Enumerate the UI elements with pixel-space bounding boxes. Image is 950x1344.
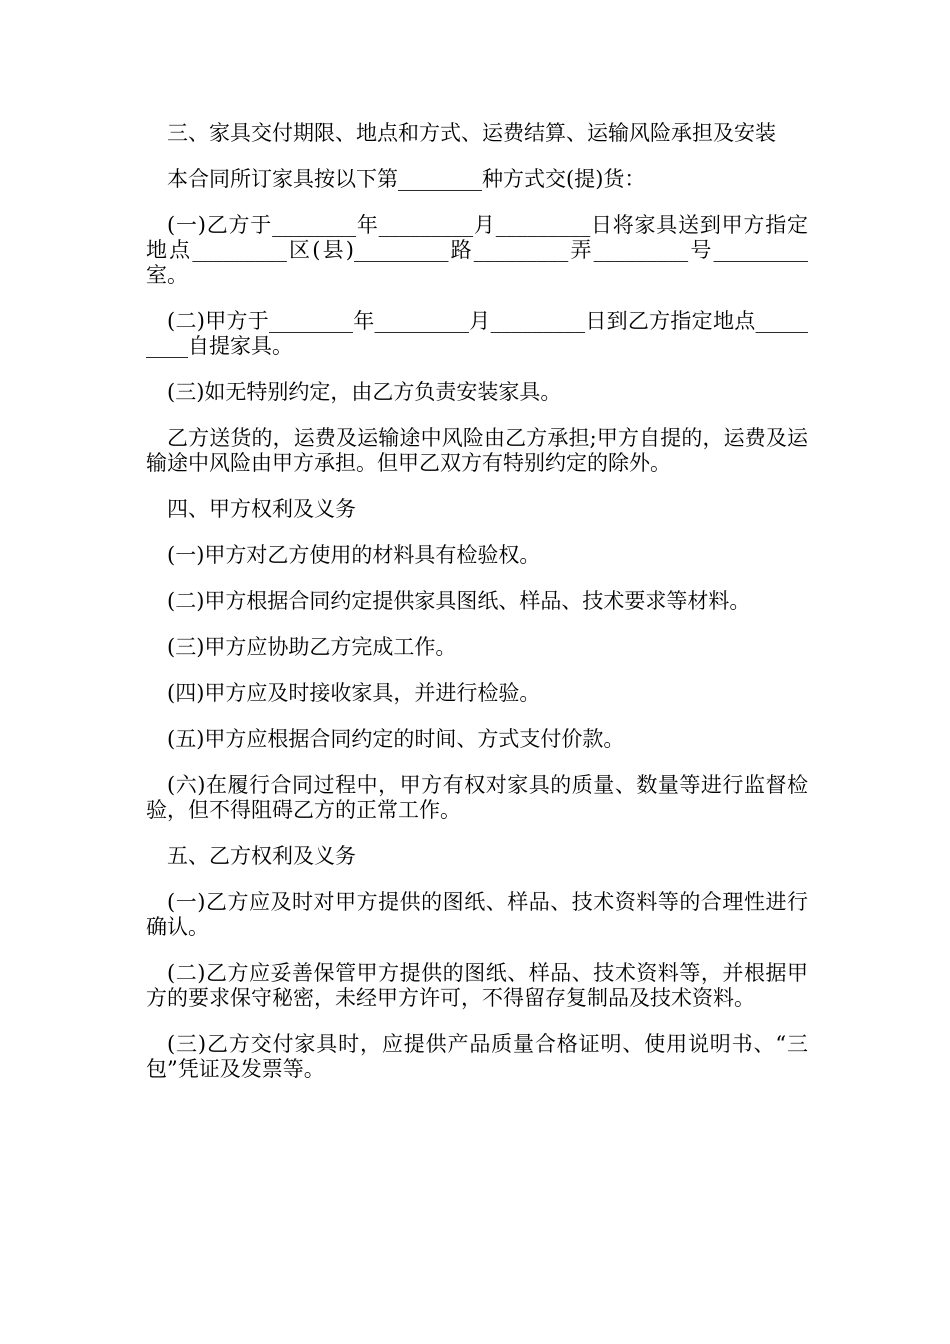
- paragraph-party-a-item-4: (四)甲方应及时接收家具，并进行检验。: [167, 681, 541, 705]
- section-heading-party-a: 四、甲方权利及义务: [167, 497, 356, 521]
- document-page: [146, 121, 808, 1103]
- paragraph-delivery-option-3: (三)如无特别约定，由乙方负责安装家具。: [167, 380, 562, 404]
- paragraph-party-a-item-5: (五)甲方应根据合同约定的时间、方式支付价款。: [167, 727, 625, 751]
- paragraph-delivery-method: 本合同所订家具按以下第________种方式交(提)货：: [167, 167, 646, 191]
- paragraph-delivery-option-2: (二)甲方于________年_________月_________日到乙方指定地点_________自提家具。: [146, 309, 808, 358]
- section-heading-party-b: 五、乙方权利及义务: [167, 844, 356, 868]
- paragraph-party-b-item-3: (三)乙方交付家具时，应提供产品质量合格证明、使用说明书、“三包”凭证及发票等。: [146, 1032, 808, 1081]
- paragraph-party-b-item-1: (一)乙方应及时对甲方提供的图纸、样品、技术资料等的合理性进行确认。: [146, 890, 808, 939]
- paragraph-party-a-item-6: (六)在履行合同过程中，甲方有权对家具的质量、数量等进行监督检验，但不得阻碍乙方的正常工作。: [146, 773, 808, 822]
- paragraph-freight-risk: 乙方送货的，运费及运输途中风险由乙方承担;甲方自提的，运费及运输途中风险由甲方承担。但甲乙双方有特别约定的除外。: [146, 426, 808, 475]
- paragraph-party-a-item-3: (三)甲方应协助乙方完成工作。: [167, 635, 457, 659]
- paragraph-party-a-item-1: (一)甲方对乙方使用的材料具有检验权。: [167, 543, 541, 567]
- paragraph-delivery-option-1: (一)乙方于________年_________月_________日将家具送到甲方指定地点_________区(县)_________路_________弄_________号_________室。: [146, 213, 808, 287]
- section-heading-delivery: 三、家具交付期限、地点和方式、运费结算、运输风险承担及安装: [167, 121, 776, 145]
- paragraph-party-b-item-2: (二)乙方应妥善保管甲方提供的图纸、样品、技术资料等，并根据甲方的要求保守秘密，未经甲方许可，不得留存复制品及技术资料。: [146, 961, 808, 1010]
- paragraph-party-a-item-2: (二)甲方根据合同约定提供家具图纸、样品、技术要求等材料。: [167, 589, 751, 613]
